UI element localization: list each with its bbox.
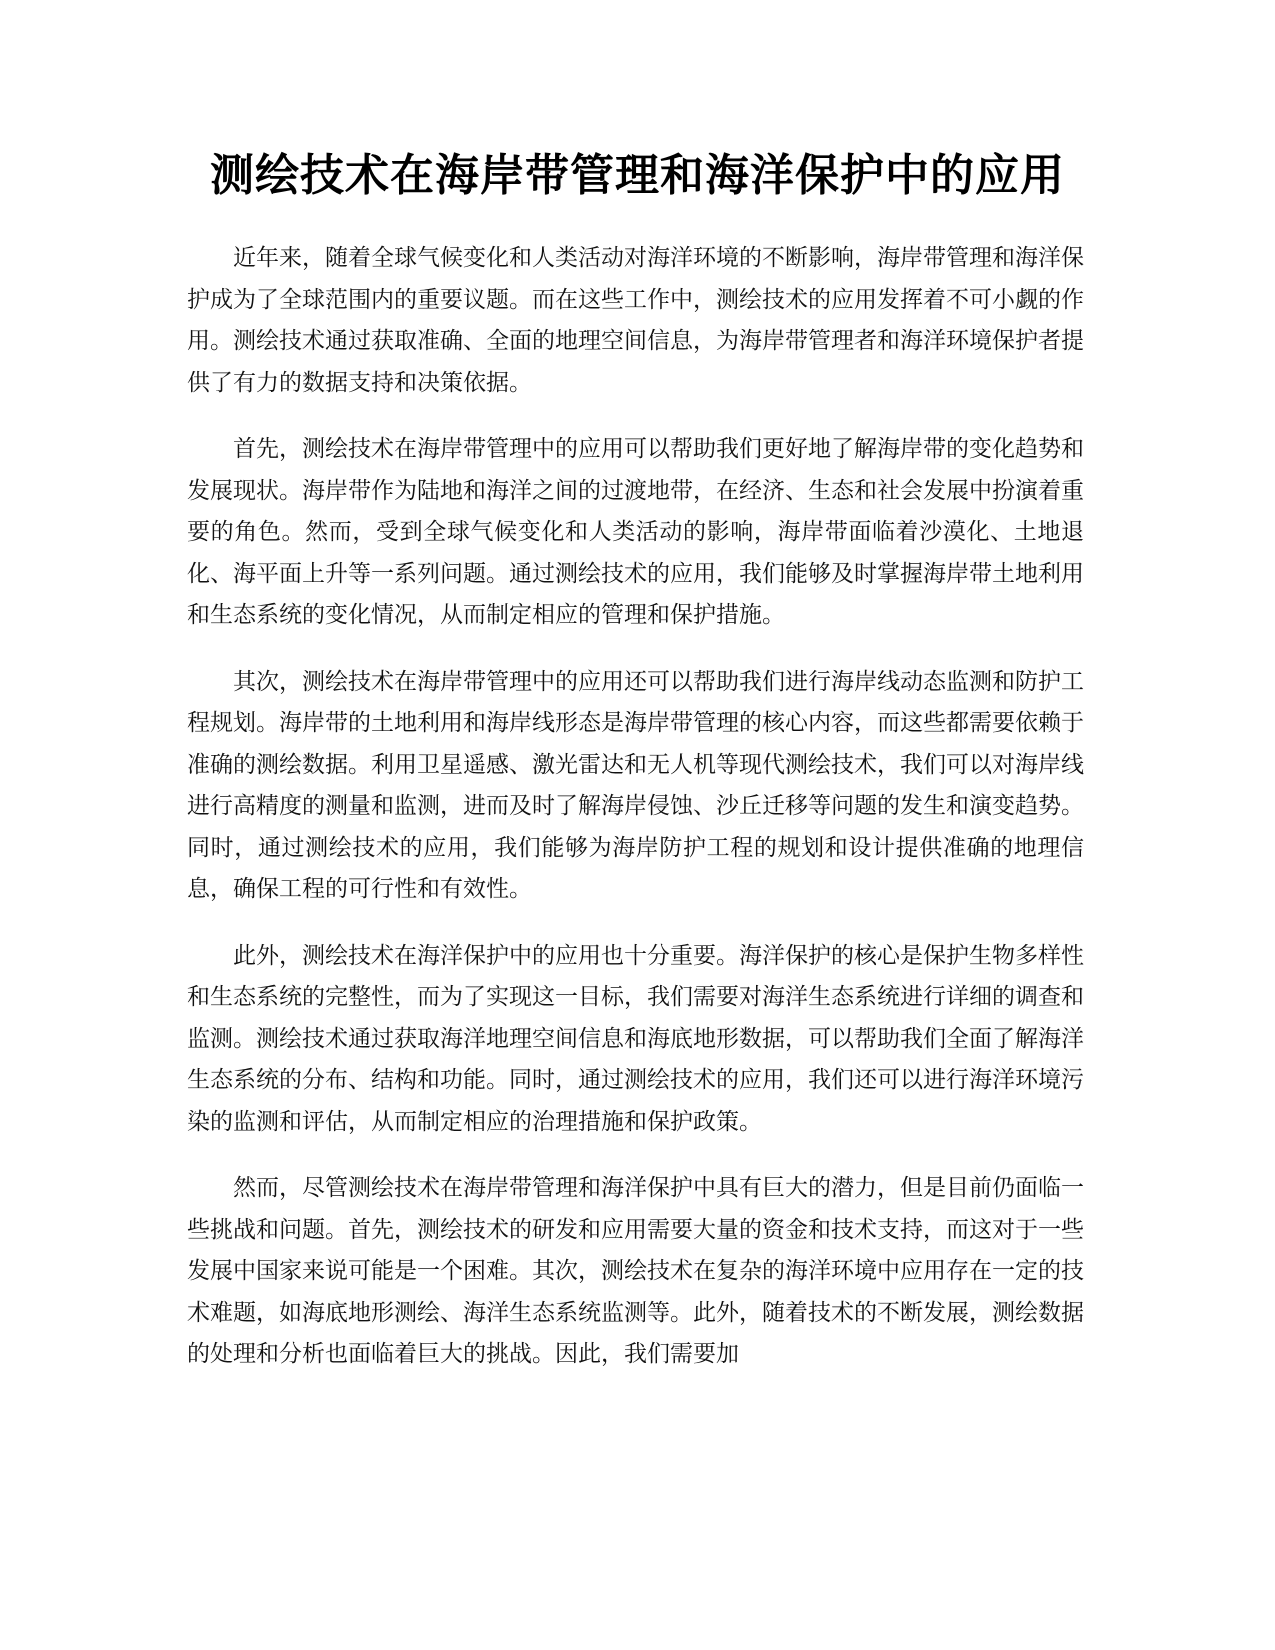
paragraph-4: 此外，测绘技术在海洋保护中的应用也十分重要。海洋保护的核心是保护生物多样性和生态系统的完整性，而为了实现这一目标，我们需要对海洋生态系统进行详细的调查和监测。测绘技术通过获取海洋地理空间信息和海底地形数据，可以帮助我们全面了解海洋生态系统的分布、结构和功能。同时，通过测绘技术的应用，我们还可以进行海洋环境污染的监测和评估，从而制定相应的治理措施和保护政策。 — [187, 942, 1084, 1135]
paragraph-3: 其次，测绘技术在海岸带管理中的应用还可以帮助我们进行海岸线动态监测和防护工程规划。海岸带的土地利用和海岸线形态是海岸带管理的核心内容，而这些都需要依赖于准确的测绘数据。利用卫星遥感、激光雷达和无人机等现代测绘技术，我们可以对海岸线进行高精度的测量和监测，进而及时了解海岸侵蚀、沙丘迁移等问题的发生和演变趋势。同时，通过测绘技术的应用，我们能够为海岸防护工程的规划和设计提供准确的地理信息，确保工程的可行性和有效性。 — [187, 668, 1084, 902]
document-title: 测绘技术在海岸带管理和海洋保护中的应用 — [210, 150, 1065, 201]
paragraph-1: 近年来，随着全球气候变化和人类活动对海洋环境的不断影响，海岸带管理和海洋保护成为了全球范围内的重要议题。而在这些工作中，测绘技术的应用发挥着不可小觑的作用。测绘技术通过获取准确、全面的地理空间信息，为海岸带管理者和海洋环境保护者提供了有力的数据支持和决策依据。 — [187, 245, 1084, 396]
paragraph-2: 首先，测绘技术在海岸带管理中的应用可以帮助我们更好地了解海岸带的变化趋势和发展现状。海岸带作为陆地和海洋之间的过渡地带，在经济、生态和社会发展中扮演着重要的角色。然而，受到全球气候变化和人类活动的影响，海岸带面临着沙漠化、土地退化、海平面上升等一系列问题。通过测绘技术的应用，我们能够及时掌握海岸带土地利用和生态系统的变化情况，从而制定相应的管理和保护措施。 — [187, 436, 1084, 628]
document-body — [187, 238, 1084, 1401]
paragraph-5: 然而，尽管测绘技术在海岸带管理和海洋保护中具有巨大的潜力，但是目前仍面临一些挑战和问题。首先，测绘技术的研发和应用需要大量的资金和技术支持，而这对于一些发展中国家来说可能是一个困难。其次，测绘技术在复杂的海洋环境中应用存在一定的技术难题，如海底地形测绘、海洋生态系统监测等。此外，随着技术的不断发展，测绘数据的处理和分析也面临着巨大的挑战。因此，我们需要加 — [187, 1175, 1084, 1367]
